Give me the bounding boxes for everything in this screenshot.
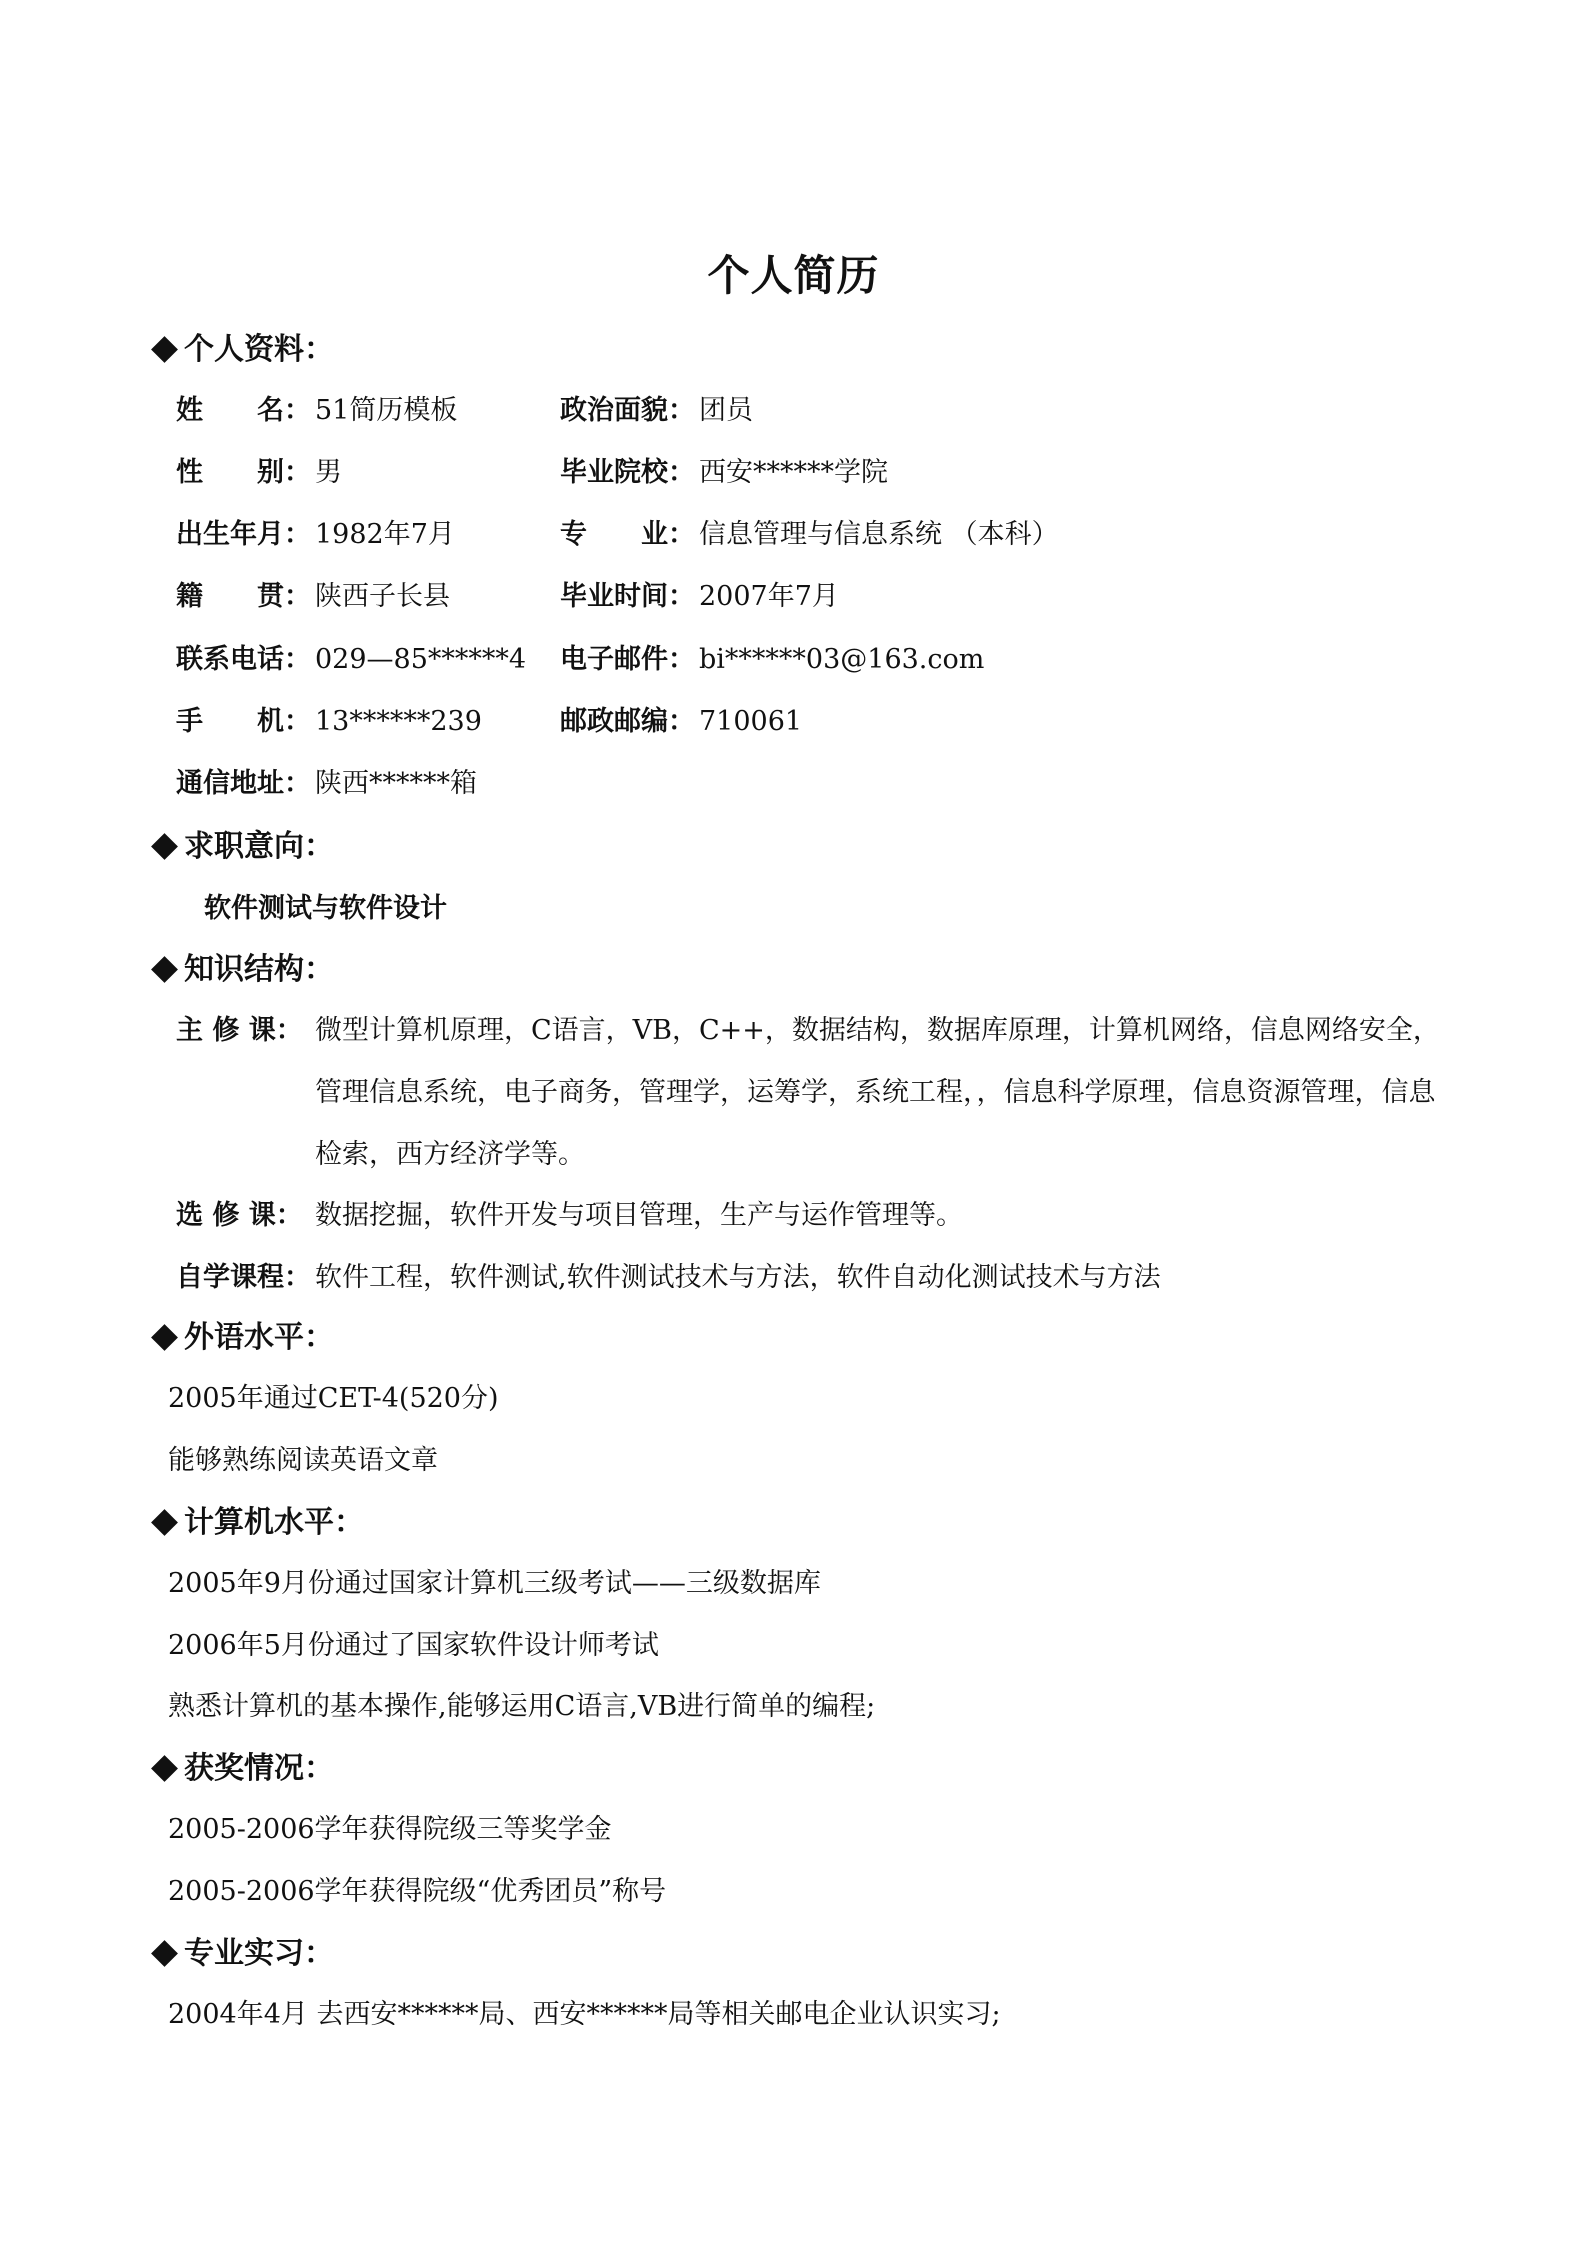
politics-label: 政治面貌： xyxy=(560,395,695,426)
school-value: 西安******学院 xyxy=(699,457,888,488)
personal-row-6 xyxy=(0,703,1587,741)
personal-row-1 xyxy=(0,392,1587,430)
postcode-value: 710061 xyxy=(699,706,803,737)
personal-row-3 xyxy=(0,516,1587,554)
self-study-label: 自学课程： xyxy=(176,1262,311,1293)
personal-row-4 xyxy=(0,578,1587,616)
section-knowledge-structure xyxy=(151,950,334,990)
politics-value: 团员 xyxy=(699,395,753,426)
self-study-text: 软件工程，软件测试,软件测试技术与方法，软件自动化测试技术与方法 xyxy=(315,1262,1161,1293)
phone-value: 029—85******4 xyxy=(315,644,527,675)
computer-item-2: 2006年5月份通过了国家软件设计师考试 xyxy=(168,1630,659,1661)
diamond-bullet-icon xyxy=(151,1324,178,1351)
section-internship-title: 专业实习： xyxy=(184,1936,334,1971)
section-job-objective xyxy=(151,827,334,867)
diamond-bullet-icon xyxy=(151,956,178,983)
gender-label: 性 别： xyxy=(176,457,311,488)
section-knowledge-structure-title: 知识结构： xyxy=(184,952,334,987)
mobile-value: 13******239 xyxy=(315,706,482,737)
section-awards xyxy=(151,1749,334,1789)
mobile-label: 手 机： xyxy=(176,706,311,737)
major-courses-text: 微型计算机原理，C语言，VB，C++，数据结构，数据库原理，计算机网络，信息网络安全，管理信息系统，电子商务，管理学，运筹学，系统工程，，信息科学原理，信息资源管理，信息检索，西方经济学等。 xyxy=(315,1015,1440,1170)
gender-value: 男 xyxy=(315,457,342,488)
personal-row-7 xyxy=(0,765,1587,803)
graduation-value: 2007年7月 xyxy=(699,581,839,612)
graduation-label: 毕业时间： xyxy=(560,581,695,612)
diamond-bullet-icon xyxy=(151,336,178,363)
address-value: 陕西******箱 xyxy=(315,768,477,799)
internship-item-1: 2004年4月 去西安******局、西安******局等相关邮电企业认识实习; xyxy=(168,1999,1001,2030)
section-personal-info-title: 个人资料： xyxy=(184,332,334,367)
address-label: 通信地址： xyxy=(176,768,311,799)
document-title: 个人简历 xyxy=(707,251,880,300)
computer-item-3: 熟悉计算机的基本操作,能够运用C语言,VB进行简单的编程; xyxy=(168,1691,876,1722)
section-computer-skills xyxy=(151,1503,364,1543)
award-item-2: 2005-2006学年获得院级“优秀团员”称号 xyxy=(168,1876,667,1907)
birth-label: 出生年月： xyxy=(176,519,311,550)
section-job-objective-title: 求职意向： xyxy=(184,829,334,864)
major-label: 专 业： xyxy=(560,519,695,550)
section-computer-skills-title: 计算机水平： xyxy=(184,1505,364,1540)
section-internship xyxy=(151,1934,334,1974)
school-label: 毕业院校： xyxy=(560,457,695,488)
section-awards-title: 获奖情况： xyxy=(184,1751,334,1786)
section-foreign-language-title: 外语水平： xyxy=(184,1320,334,1355)
language-item-2: 能够熟练阅读英语文章 xyxy=(168,1445,438,1476)
diamond-bullet-icon xyxy=(151,1755,178,1782)
major-courses-label: 主 修 课： xyxy=(176,1015,303,1046)
personal-row-2 xyxy=(0,454,1587,492)
language-item-1: 2005年通过CET-4(520分) xyxy=(168,1383,499,1414)
email-label: 电子邮件： xyxy=(560,644,695,675)
computer-item-1: 2005年9月份通过国家计算机三级考试——三级数据库 xyxy=(168,1568,821,1599)
elective-courses-label: 选 修 课： xyxy=(176,1200,303,1231)
elective-courses-text: 数据挖掘，软件开发与项目管理，生产与运作管理等。 xyxy=(315,1200,963,1231)
email-value: bi******03@163.com xyxy=(699,644,985,675)
diamond-bullet-icon xyxy=(151,833,178,860)
diamond-bullet-icon xyxy=(151,1509,178,1536)
birth-value: 1982年7月 xyxy=(315,519,455,550)
name-label: 姓 名： xyxy=(176,395,311,426)
origin-value: 陕西子长县 xyxy=(315,581,450,612)
section-personal-info xyxy=(151,330,334,370)
postcode-label: 邮政邮编： xyxy=(560,706,695,737)
phone-label: 联系电话： xyxy=(176,644,311,675)
award-item-1: 2005-2006学年获得院级三等奖学金 xyxy=(168,1814,612,1845)
section-foreign-language xyxy=(151,1318,334,1358)
job-objective-text: 软件测试与软件设计 xyxy=(204,893,447,924)
personal-row-5 xyxy=(0,641,1587,679)
major-value: 信息管理与信息系统 （本科） xyxy=(699,519,1059,550)
origin-label: 籍 贯： xyxy=(176,581,311,612)
name-value: 51简历模板 xyxy=(315,395,458,426)
diamond-bullet-icon xyxy=(151,1940,178,1967)
